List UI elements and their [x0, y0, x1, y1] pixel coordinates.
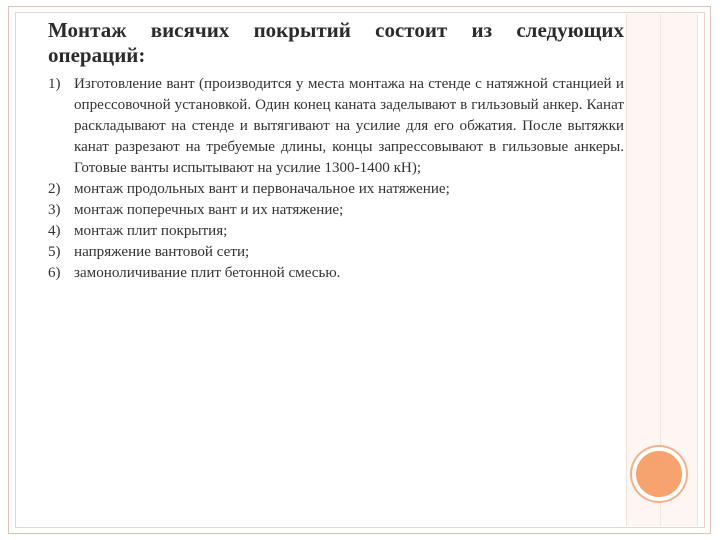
decorative-circle-icon: [632, 447, 686, 501]
list-item-text: монтаж плит покрытия;: [74, 223, 228, 239]
list-item-text: Изготовление вант (производится у места монтажа на стенде с натяжной станцией и опрессовочной установкой. Один конец каната заделывают в гильзовый анкер. Канат раскладывают на стенде и вытягивают на усилие для его обжатия. После вытяжки канат разрезают на требуемые длины, концы запрессовывают в гильзовые анкеры. Готовые ванты испытывают на усилие 1300-1400 кН);: [74, 76, 624, 176]
list-item-number: 6): [48, 265, 61, 281]
list-item: [48, 74, 624, 179]
list-item-text: монтаж поперечных вант и их натяжение;: [74, 202, 344, 218]
list-item-text: напряжение вантовой сети;: [74, 244, 250, 260]
list-item-text: замоноличивание плит бетонной смесью.: [74, 265, 341, 281]
list-item-number: 4): [48, 223, 61, 239]
list-item-number: 3): [48, 202, 61, 218]
list-item: [48, 179, 624, 200]
list-item-number: 5): [48, 244, 61, 260]
slide-title: Монтаж висячих покрытий состоит из следующих операций:: [48, 18, 624, 68]
list-item: [48, 263, 624, 284]
list-item: [48, 242, 624, 263]
list-item: [48, 200, 624, 221]
list-item-text: монтаж продольных вант и первоначальное их натяжение;: [74, 181, 450, 197]
list-item-number: 2): [48, 181, 61, 197]
operations-list: [48, 74, 624, 284]
list-item-number: 1): [48, 76, 61, 92]
list-item: [48, 221, 624, 242]
